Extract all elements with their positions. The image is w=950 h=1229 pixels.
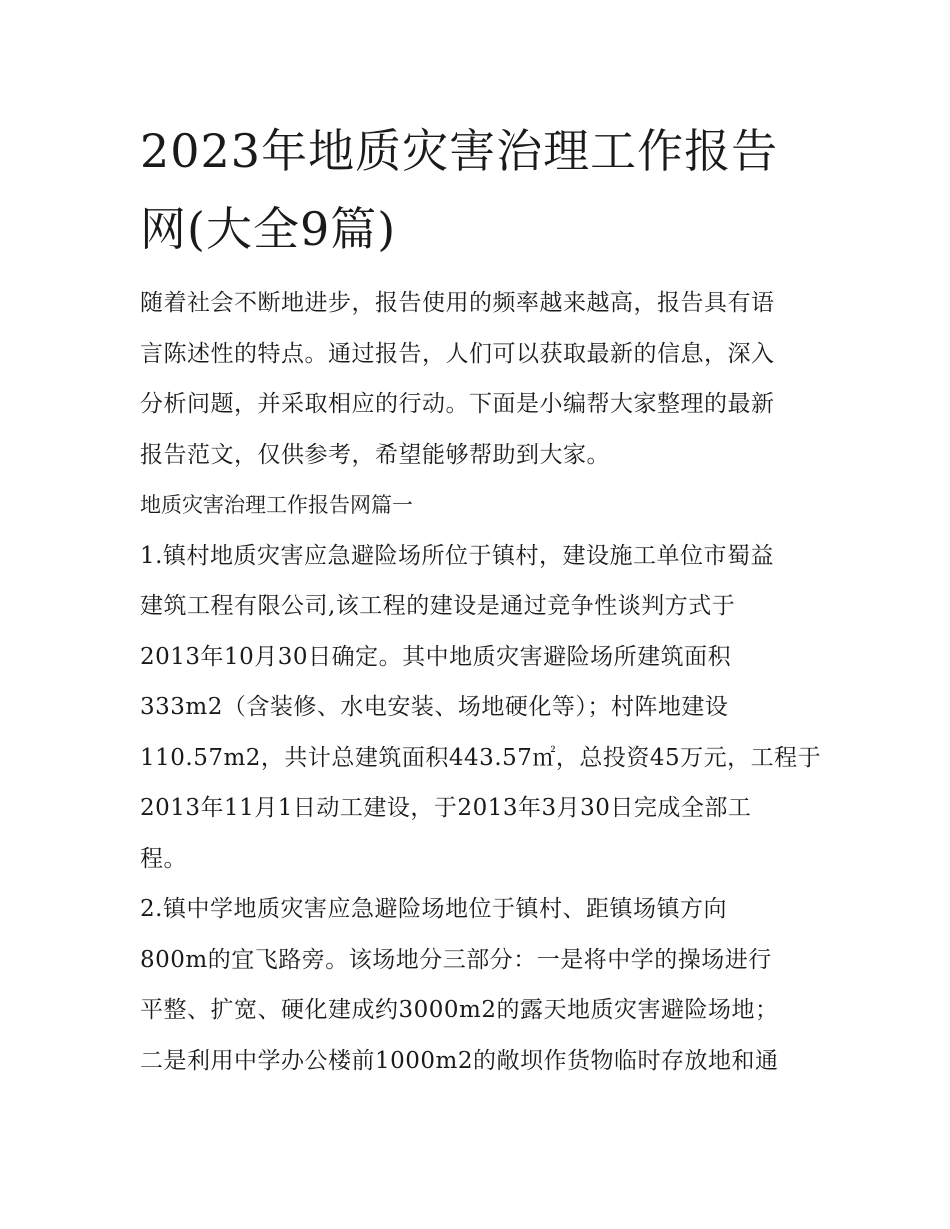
section-heading: 地质灾害治理工作报告网篇一 (140, 493, 413, 517)
item2-line-3: 平整、扩宽、硬化建成约3000m2的露天地质灾害避险场地； (140, 997, 779, 1023)
intro-line-2: 言陈述性的特点。通过报告，人们可以获取最新的信息，深入 (140, 340, 775, 367)
intro-paragraph (140, 278, 815, 480)
document-title (140, 112, 815, 268)
document-page (140, 112, 822, 1086)
intro-line-3: 分析问题，并采取相应的行动。下面是小编帮大家整理的最新 (140, 391, 775, 417)
title-line-1: 2023年地质灾害治理工作报告 (140, 124, 779, 178)
item1-line-4: 333m2（含装修、水电安装、场地硬化等）；村阵地建设 (140, 694, 729, 720)
intro-line-4: 报告范文，仅供参考，希望能够帮助到大家。 (140, 441, 610, 468)
item1-line-6: 2013年11月1日动工建设，于2013年3月30日完成全部工 (140, 795, 752, 821)
item1-line-2: 建筑工程有限公司,该工程的建设是通过竞争性谈判方式于 (140, 593, 736, 619)
item1-line-1: 1.镇村地质灾害应急避险场所位于镇村，建设施工单位市蜀益 (140, 542, 774, 569)
item2-line-4: 二是利用中学办公楼前1000m2的敞坝作货物临时存放地和通 (140, 1047, 779, 1074)
item1-line-7: 程。 (140, 845, 187, 872)
item1-line-3: 2013年10月30日确定。其中地质灾害避险场所建筑面积 (140, 643, 732, 670)
intro-line-1: 随着社会不断地进步，报告使用的频率越来越高，报告具有语 (140, 290, 775, 316)
item2-line-1: 2.镇中学地质灾害应急避险场地位于镇村、距镇场镇方向 (140, 896, 727, 922)
item1-line-5: 110.57m2，共计总建筑面积443.57㎡，总投资45万元，工程于 (140, 744, 822, 771)
title-line-2: 网(大全9篇) (140, 202, 397, 256)
item-1-paragraph (140, 531, 822, 885)
item-2-paragraph (140, 884, 815, 1086)
item2-line-2: 800m的宜飞路旁。该场地分三部分：一是将中学的操场进行 (140, 946, 772, 973)
